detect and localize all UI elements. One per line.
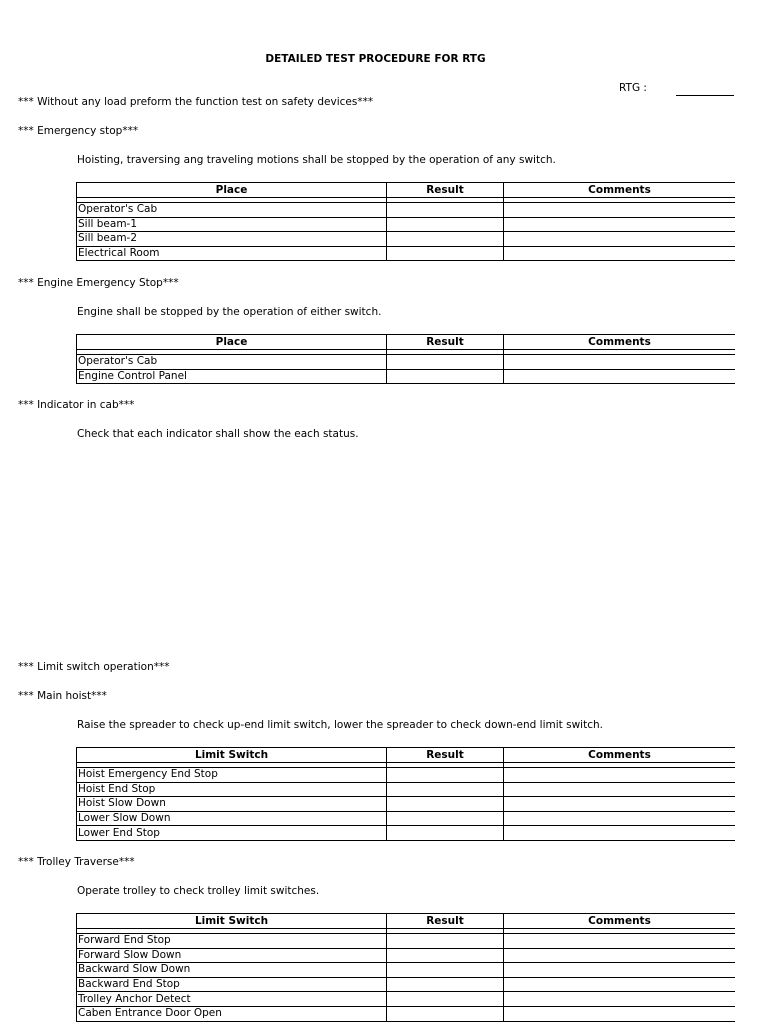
result-cell[interactable] xyxy=(387,826,504,841)
comments-cell[interactable] xyxy=(504,934,736,949)
result-cell[interactable] xyxy=(387,1006,504,1021)
comments-cell[interactable] xyxy=(504,963,736,978)
intro-note: *** Without any load preform the function test on safety devices*** xyxy=(18,96,374,108)
column-header-comments: Comments xyxy=(504,183,736,198)
limit-switch-cell: Caben Entrance Door Open xyxy=(77,1006,387,1021)
result-cell[interactable] xyxy=(387,992,504,1007)
result-cell[interactable] xyxy=(387,232,504,247)
comments-cell[interactable] xyxy=(504,768,736,783)
result-cell[interactable] xyxy=(387,246,504,261)
trolley-instruction: Operate trolley to check trolley limit switches. xyxy=(77,885,320,897)
result-cell[interactable] xyxy=(387,217,504,232)
emergency-stop-heading: *** Emergency stop*** xyxy=(18,125,139,137)
main-hoist-heading: *** Main hoist*** xyxy=(18,690,107,702)
comments-cell[interactable] xyxy=(504,948,736,963)
column-header-result: Result xyxy=(387,748,504,763)
rtg-label: RTG : xyxy=(619,82,647,94)
comments-cell[interactable] xyxy=(504,826,736,841)
comments-cell[interactable] xyxy=(504,992,736,1007)
comments-cell[interactable] xyxy=(504,977,736,992)
column-header-comments: Comments xyxy=(504,748,736,763)
result-cell[interactable] xyxy=(387,768,504,783)
table-row xyxy=(77,811,736,826)
limit-switch-cell: Forward End Stop xyxy=(77,934,387,949)
comments-cell[interactable] xyxy=(504,355,736,370)
table-row xyxy=(77,369,736,384)
column-header-comments: Comments xyxy=(504,914,736,929)
comments-cell[interactable] xyxy=(504,369,736,384)
table-row xyxy=(77,232,736,247)
table-row xyxy=(77,797,736,812)
table-row xyxy=(77,934,736,949)
indicator-heading: *** Indicator in cab*** xyxy=(18,399,135,411)
place-cell: Electrical Room xyxy=(77,246,387,261)
comments-cell[interactable] xyxy=(504,217,736,232)
place-cell: Sill beam-2 xyxy=(77,232,387,247)
engine-stop-heading: *** Engine Emergency Stop*** xyxy=(18,277,179,289)
column-header-place: Place xyxy=(77,335,387,350)
main-hoist-instruction: Raise the spreader to check up-end limit switch, lower the spreader to check down-end limit switch. xyxy=(77,719,603,731)
comments-cell[interactable] xyxy=(504,232,736,247)
place-cell: Sill beam-1 xyxy=(77,217,387,232)
table-row xyxy=(77,246,736,261)
table-row xyxy=(77,992,736,1007)
limit-switch-cell: Lower Slow Down xyxy=(77,811,387,826)
table-row xyxy=(77,203,736,218)
table-row xyxy=(77,1006,736,1021)
indicator-instruction: Check that each indicator shall show the each status. xyxy=(77,428,359,440)
emergency-stop-table xyxy=(76,182,735,261)
comments-cell[interactable] xyxy=(504,203,736,218)
result-cell[interactable] xyxy=(387,934,504,949)
result-cell[interactable] xyxy=(387,811,504,826)
place-cell: Operator's Cab xyxy=(77,355,387,370)
result-cell[interactable] xyxy=(387,977,504,992)
emergency-stop-instruction: Hoisting, traversing ang traveling motions shall be stopped by the operation of any switch. xyxy=(77,154,556,166)
column-header-limit-switch: Limit Switch xyxy=(77,914,387,929)
comments-cell[interactable] xyxy=(504,1006,736,1021)
trolley-heading: *** Trolley Traverse*** xyxy=(18,856,135,868)
limit-switch-heading: *** Limit switch operation*** xyxy=(18,661,170,673)
table-row xyxy=(77,355,736,370)
column-header-result: Result xyxy=(387,183,504,198)
table-row xyxy=(77,948,736,963)
limit-switch-cell: Hoist Emergency End Stop xyxy=(77,768,387,783)
column-header-result: Result xyxy=(387,914,504,929)
main-hoist-table xyxy=(76,747,735,841)
trolley-table xyxy=(76,913,735,1022)
table-row xyxy=(77,963,736,978)
table-row xyxy=(77,782,736,797)
page-title: DETAILED TEST PROCEDURE FOR RTG xyxy=(265,53,486,65)
result-cell[interactable] xyxy=(387,203,504,218)
result-cell[interactable] xyxy=(387,963,504,978)
table-row xyxy=(77,826,736,841)
table-row xyxy=(77,977,736,992)
limit-switch-cell: Trolley Anchor Detect xyxy=(77,992,387,1007)
comments-cell[interactable] xyxy=(504,782,736,797)
engine-stop-table xyxy=(76,334,735,384)
engine-stop-instruction: Engine shall be stopped by the operation of either switch. xyxy=(77,306,382,318)
place-cell: Operator's Cab xyxy=(77,203,387,218)
limit-switch-cell: Backward End Stop xyxy=(77,977,387,992)
column-header-result: Result xyxy=(387,335,504,350)
result-cell[interactable] xyxy=(387,782,504,797)
place-cell: Engine Control Panel xyxy=(77,369,387,384)
rtg-blank-line xyxy=(676,95,734,96)
limit-switch-cell: Backward Slow Down xyxy=(77,963,387,978)
column-header-limit-switch: Limit Switch xyxy=(77,748,387,763)
column-header-comments: Comments xyxy=(504,335,736,350)
result-cell[interactable] xyxy=(387,369,504,384)
limit-switch-cell: Hoist Slow Down xyxy=(77,797,387,812)
result-cell[interactable] xyxy=(387,948,504,963)
column-header-place: Place xyxy=(77,183,387,198)
limit-switch-cell: Hoist End Stop xyxy=(77,782,387,797)
result-cell[interactable] xyxy=(387,797,504,812)
comments-cell[interactable] xyxy=(504,811,736,826)
table-row xyxy=(77,217,736,232)
result-cell[interactable] xyxy=(387,355,504,370)
comments-cell[interactable] xyxy=(504,797,736,812)
comments-cell[interactable] xyxy=(504,246,736,261)
limit-switch-cell: Lower End Stop xyxy=(77,826,387,841)
limit-switch-cell: Forward Slow Down xyxy=(77,948,387,963)
table-row xyxy=(77,768,736,783)
